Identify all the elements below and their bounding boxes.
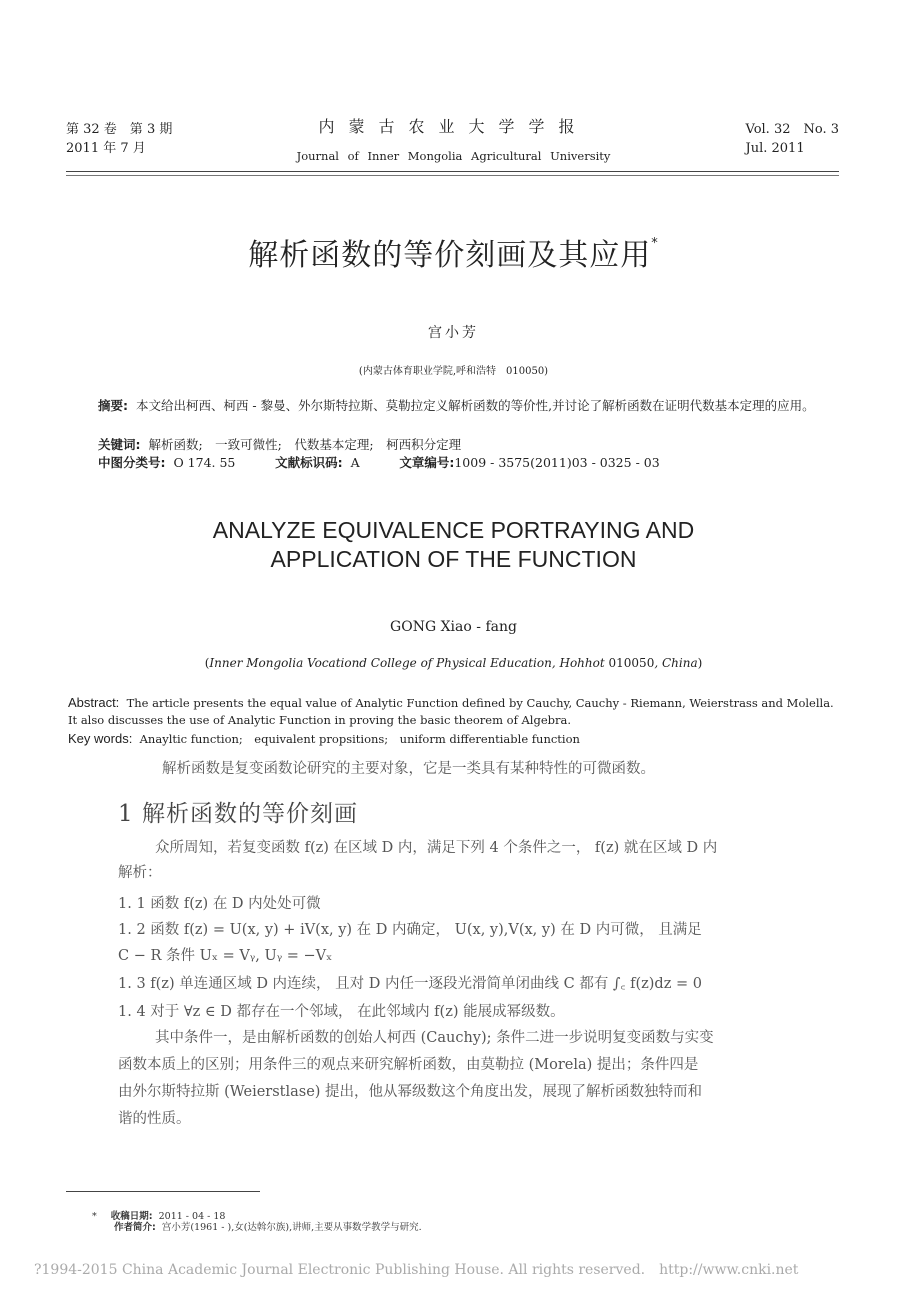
author-bio-label: 作者简介: bbox=[114, 1222, 156, 1233]
affil-open-paren: ( bbox=[204, 656, 210, 670]
author-bio: 宫小芳(1961 - ),女(达斡尔族),讲师,主要从事数学教学与研究. bbox=[161, 1222, 422, 1233]
p2-line3: 由外尔斯特拉斯 (Weierstlase) 提出，他从幂级数这个角度出发，展现了解析函数独特而和 bbox=[118, 1084, 703, 1100]
keywords-en-text: Anayltic function; equivalent propsitions; uniform differentiable function bbox=[139, 732, 580, 746]
condition-1-2-line2: C − R 条件 Uₓ = Vᵧ, Uᵧ = −Vₓ bbox=[118, 948, 333, 964]
footnote bbox=[92, 1211, 422, 1233]
header-rule-thick bbox=[66, 171, 839, 172]
author-cn: 宫小芳 bbox=[428, 325, 479, 341]
p2-line4: 谐的性质。 bbox=[118, 1111, 191, 1127]
journal-name-cn: 内蒙古农业大学学报 bbox=[318, 117, 589, 136]
journal-name-en: Journal of Inner Mongolia Agricultural University bbox=[296, 149, 611, 163]
clc-label: 中图分类号: bbox=[98, 455, 166, 470]
abstract-cn-label: 摘要: bbox=[98, 398, 128, 413]
condition-1-3: 1. 3 f(z) 单连通区域 D 内连续， 且对 D 内任一逐段光滑简单闭曲线 C 都有 ∫꜀ f(z)dz = 0 bbox=[118, 976, 702, 992]
received-label: 收稿日期: bbox=[110, 1211, 153, 1222]
condition-1-2-line1: 1. 2 函数 f(z) = U(x, y) + iV(x, y) 在 D 内确定， U(x, y),V(x, y) 在 D 内可微， 且满足 bbox=[118, 922, 702, 938]
affiliation-en: (Inner Mongolia Vocationd College of Physical Education, Hohhot 010050, China) bbox=[204, 656, 703, 670]
volume-issue-cn: 第 32 卷 第 3 期 bbox=[66, 122, 173, 137]
doc-code-label: 文献标识码: bbox=[275, 455, 343, 470]
header-rule-thin bbox=[66, 175, 839, 176]
body-intro: 解析函数是复变函数论研究的主要对象，它是一类具有某种特性的可微函数。 bbox=[162, 761, 655, 777]
author-en: GONG Xiao - fang bbox=[390, 619, 517, 635]
section-1-heading: 1 解析函数的等价刻画 bbox=[118, 801, 358, 827]
p1-line2: 解析： bbox=[118, 865, 162, 881]
paper-title-en bbox=[0, 516, 907, 574]
abstract-cn bbox=[98, 397, 816, 415]
abstract-en-label: Abstract: bbox=[68, 695, 120, 710]
footnote-mark: * bbox=[92, 1211, 97, 1222]
article-number-label: 文章编号: bbox=[399, 455, 455, 470]
article-number-value: 1009 - 3575(2011)03 - 0325 - 03 bbox=[454, 455, 660, 470]
copyright-notice: ?1994-2015 China Academic Journal Electronic Publishing House. All rights reserved. http://www.cnki.net bbox=[34, 1262, 799, 1278]
date-en: Jul. 2011 bbox=[745, 141, 805, 156]
keywords-en bbox=[68, 730, 840, 748]
affil-close-paren: ) bbox=[697, 656, 703, 670]
keywords-en-label: Key words: bbox=[68, 731, 133, 746]
keywords-cn-text: 解析函数; 一致可微性; 代数基本定理; 柯西积分定理 bbox=[148, 437, 462, 452]
p1-line1: 众所周知，若复变函数 f(z) 在区域 D 内，满足下列 4 个条件之一， f(z) 就在区域 D 内 bbox=[155, 840, 718, 856]
paper-title-en-line1: ANALYZE EQUIVALENCE PORTRAYING AND bbox=[212, 517, 695, 543]
paper-title-cn bbox=[0, 230, 907, 274]
classification-line bbox=[98, 454, 816, 472]
header-center bbox=[200, 114, 707, 163]
abstract-en-text: The article presents the equal value of Analytic Function defined by Cauchy, Cauchy - Riemann, Weierstrass and Molella. It also discusses the use of Analytic Function in proving the basic theorem of Algebra. bbox=[68, 696, 834, 727]
clc-value: O 174. 55 bbox=[173, 455, 236, 470]
header-left bbox=[66, 120, 172, 158]
abstract-en bbox=[68, 694, 840, 729]
p2-line2: 函数本质上的区别；用条件三的观点来研究解析函数，由莫勒拉 (Morela) 提出；条件四是 bbox=[118, 1057, 699, 1073]
affil-country: China bbox=[661, 656, 698, 670]
volume-issue-en: Vol. 32 No. 3 bbox=[745, 122, 839, 137]
received-date: 2011 - 04 - 18 bbox=[158, 1211, 226, 1222]
header-right bbox=[746, 120, 840, 158]
abstract-cn-text: 本文给出柯西、柯西 - 黎曼、外尔斯特拉斯、莫勒拉定义解析函数的等价性,并讨论了解析函数在证明代数基本定理的应用。 bbox=[135, 398, 815, 413]
condition-1-1: 1. 1 函数 f(z) 在 D 内处处可微 bbox=[118, 896, 321, 912]
date-cn: 2011 年 7 月 bbox=[66, 141, 146, 156]
keywords-cn bbox=[98, 436, 816, 454]
doc-code-value: A bbox=[350, 455, 360, 470]
affil-institution: Inner Mongolia Vocationd College of Physical Education bbox=[209, 656, 552, 670]
affil-postcode: 010050 bbox=[608, 656, 655, 670]
p2-line1: 其中条件一，是由解析函数的创始人柯西 (Cauchy); 条件二进一步说明复变函数与实变 bbox=[155, 1030, 714, 1046]
affiliation-cn: (内蒙古体育职业学院,呼和浩特 010050) bbox=[358, 366, 549, 377]
paper-title-cn-text: 解析函数的等价刻画及其应用 bbox=[248, 238, 652, 273]
title-footnote-mark: * bbox=[651, 236, 659, 251]
keywords-cn-label: 关键词: bbox=[98, 437, 141, 452]
condition-1-4: 1. 4 对于 ∀z ∈ D 都存在一个邻域， 在此邻域内 f(z) 能展成幂级数。 bbox=[118, 1004, 565, 1020]
affil-city: Hohhot bbox=[559, 656, 605, 670]
paper-title-en-line2: APPLICATION OF THE FUNCTION bbox=[270, 546, 637, 572]
footnote-rule bbox=[66, 1191, 260, 1192]
